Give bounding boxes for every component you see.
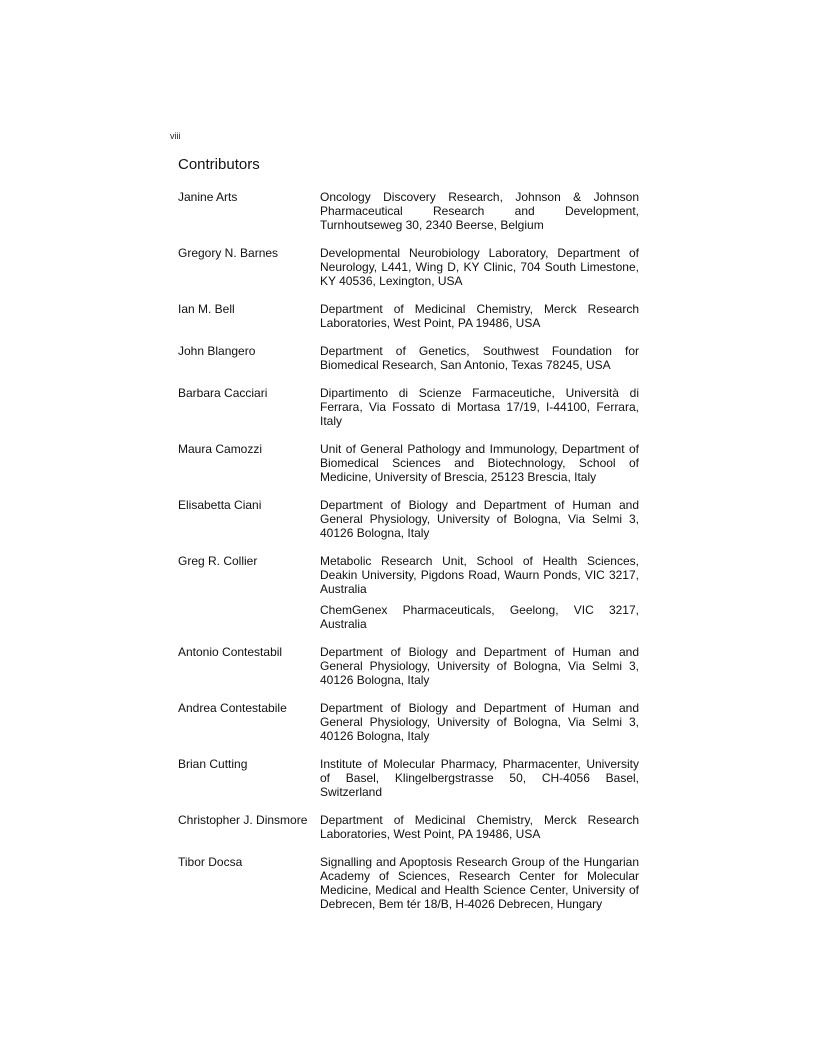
contributor-entry bbox=[178, 757, 639, 799]
contributor-affiliations bbox=[320, 302, 639, 330]
contributor-entry bbox=[178, 442, 639, 484]
affiliation: Signalling and Apoptosis Research Group of the Hungarian Academy of Sciences, Research Center for Molecular Medicine, Medical and Health Science Center, University of Debrecen, Bem tér 18/B, H-4026 Debrecen, Hungary bbox=[320, 855, 639, 911]
contributors-list bbox=[178, 190, 639, 925]
contributor-entry bbox=[178, 498, 639, 540]
contributor-affiliations bbox=[320, 554, 639, 631]
contributor-entry bbox=[178, 246, 639, 288]
affiliation: Oncology Discovery Research, Johnson & Johnson Pharmaceutical Research and Development, Turnhoutseweg 30, 2340 Beerse, Belgium bbox=[320, 190, 639, 232]
contributor-entry bbox=[178, 554, 639, 631]
contributor-name: Gregory N. Barnes bbox=[178, 246, 279, 260]
contributor-name: John Blangero bbox=[178, 344, 256, 358]
affiliation: Unit of General Pathology and Immunology, Department of Biomedical Sciences and Biotechnology, School of Medicine, University of Brescia, 25123 Brescia, Italy bbox=[320, 442, 639, 484]
affiliation: Department of Biology and Department of Human and General Physiology, University of Bologna, Via Selmi 3, 40126 Bologna, Italy bbox=[320, 645, 639, 687]
contributor-affiliations bbox=[320, 645, 639, 687]
affiliation: Institute of Molecular Pharmacy, Pharmacenter, University of Basel, Klingelbergstrasse 50, CH-4056 Basel, Switzerland bbox=[320, 757, 639, 799]
contributor-affiliations bbox=[320, 757, 639, 799]
contributor-affiliations bbox=[320, 498, 639, 540]
page-title: Contributors bbox=[178, 156, 260, 173]
affiliation: Department of Genetics, Southwest Foundation for Biomedical Research, San Antonio, Texas 78245, USA bbox=[320, 344, 639, 372]
contributor-affiliations bbox=[320, 813, 639, 841]
contributor-affiliations bbox=[320, 246, 639, 288]
affiliation: Dipartimento di Scienze Farmaceutiche, Università di Ferrara, Via Fossato di Mortasa 17/19, I-44100, Ferrara, Italy bbox=[320, 386, 639, 428]
contributor-affiliations bbox=[320, 855, 639, 911]
affiliation: ChemGenex Pharmaceuticals, Geelong, VIC 3217, Australia bbox=[320, 603, 639, 631]
contributor-name: Greg R. Collier bbox=[178, 554, 258, 568]
affiliation: Metabolic Research Unit, School of Health Sciences, Deakin University, Pigdons Road, Waurn Ponds, VIC 3217, Australia bbox=[320, 554, 639, 596]
contributor-name: Ian M. Bell bbox=[178, 302, 235, 316]
page-number: viii bbox=[170, 131, 181, 141]
contributor-name: Christopher J. Dinsmore bbox=[178, 813, 308, 827]
contributor-name: Janine Arts bbox=[178, 190, 238, 204]
affiliation: Department of Biology and Department of Human and General Physiology, University of Bologna, Via Selmi 3, 40126 Bologna, Italy bbox=[320, 498, 639, 540]
contributor-entry bbox=[178, 302, 639, 330]
contributor-entry bbox=[178, 701, 639, 743]
contributor-name: Andrea Contestabile bbox=[178, 701, 287, 715]
contributor-affiliations bbox=[320, 190, 639, 232]
contributor-entry bbox=[178, 344, 639, 372]
contributor-name: Maura Camozzi bbox=[178, 442, 263, 456]
affiliation: Department of Medicinal Chemistry, Merck Research Laboratories, West Point, PA 19486, USA bbox=[320, 302, 639, 330]
contributor-entry bbox=[178, 645, 639, 687]
contributor-name: Tibor Docsa bbox=[178, 855, 243, 869]
contributor-affiliations bbox=[320, 344, 639, 372]
contributor-name: Elisabetta Ciani bbox=[178, 498, 262, 512]
contributor-affiliations bbox=[320, 386, 639, 428]
contributor-entry bbox=[178, 386, 639, 428]
contributor-name: Brian Cutting bbox=[178, 757, 248, 771]
contributor-name: Antonio Contestabil bbox=[178, 645, 283, 659]
affiliation: Developmental Neurobiology Laboratory, Department of Neurology, L441, Wing D, KY Clinic, 704 South Limestone, KY 40536, Lexington, USA bbox=[320, 246, 639, 288]
contributor-affiliations bbox=[320, 442, 639, 484]
contributor-name: Barbara Cacciari bbox=[178, 386, 268, 400]
contributor-entry bbox=[178, 855, 639, 911]
contributor-entry bbox=[178, 813, 639, 841]
affiliation: Department of Biology and Department of Human and General Physiology, University of Bologna, Via Selmi 3, 40126 Bologna, Italy bbox=[320, 701, 639, 743]
contributor-affiliations bbox=[320, 701, 639, 743]
affiliation: Department of Medicinal Chemistry, Merck Research Laboratories, West Point, PA 19486, USA bbox=[320, 813, 639, 841]
contributor-entry bbox=[178, 190, 639, 232]
